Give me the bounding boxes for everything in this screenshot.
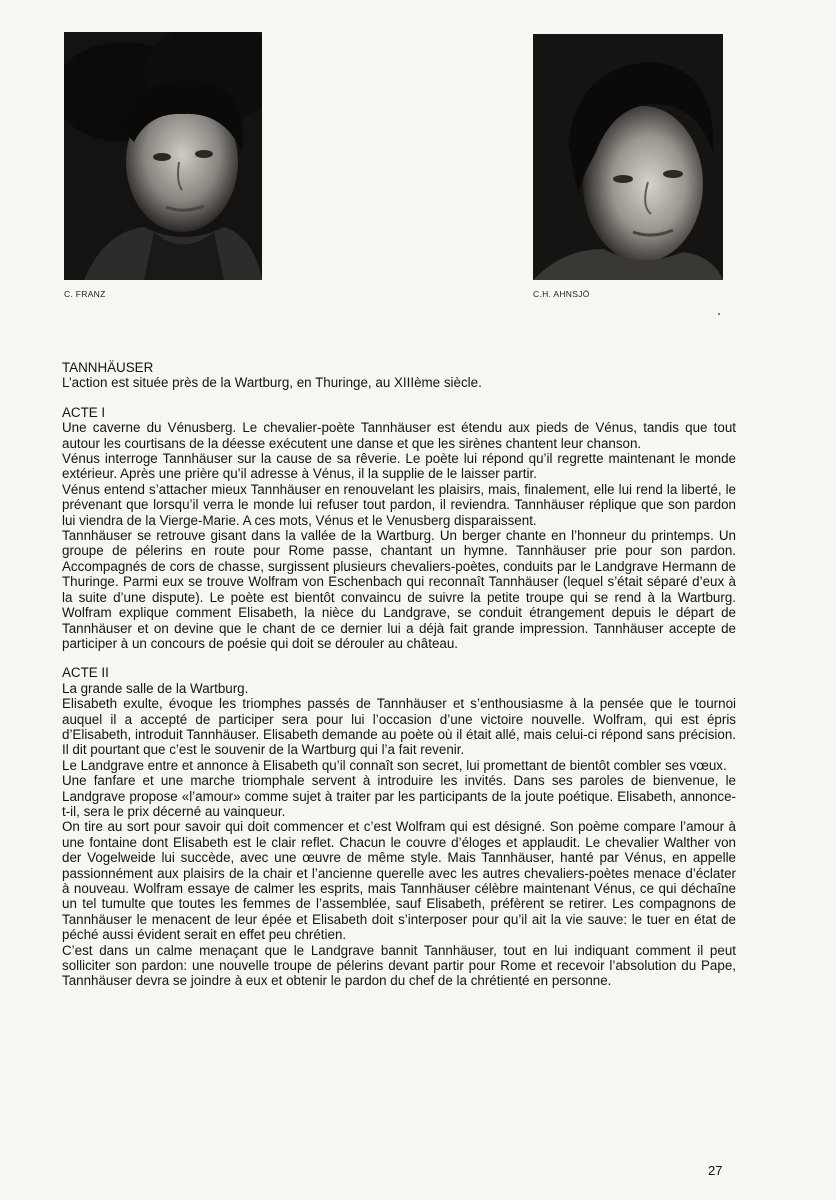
photo-caption-right: C.H. AHNSJÖ (533, 289, 590, 299)
act-2-paragraph: Elisabeth exulte, évoque les triomphes passés de Tannhäuser et s’enthousiasme à la pensée que le tournoi auquel il a accepté de participer sera pour lui l’occasion d’une victoire nouvelle. Wolfram, qui est épris d’Elisabeth, introduit Tannhäuser. Elisabeth demande au poète où il était allé, mais celui-ci répond sans précision. Il dit pourtant que c’est le souvenir de la Wartburg qui l’a fait revenir. (62, 696, 736, 758)
act-1-heading: ACTE I (62, 404, 106, 420)
photo-caption-left: C. FRANZ (64, 289, 106, 299)
portrait-photo-franz (64, 32, 262, 280)
act-1-paragraph: Vénus interroge Tannhäuser sur la cause de sa rêverie. Le poète lui répond qu’il regrette maintenant le monde extérieur. Après une prière qu’il adresse à Vénus, il la supplie de le laisser partir. (62, 451, 736, 482)
setting-line: L’action est située près de la Wartburg, en Thuringe, au XIIIème siècle. (62, 375, 482, 391)
opera-title: TANNHÄUSER (62, 360, 154, 375)
act-1-paragraph: Une caverne du Vénusberg. Le chevalier-poète Tannhäuser est étendu aux pieds de Vénus, tandis que tout autour les courtisans de la déesse exécutent une danse et que les sirènes chantent leur chanson. (62, 420, 736, 451)
act-2-paragraph: On tire au sort pour savoir qui doit commencer et c’est Wolfram qui est désigné. Son poème compare l’amour à une fontaine dont Elisabeth est le clair reflet. Chacun le couvre d’éloges et applaudit. Le chevalier Walther von der Vogelweide lui succède, avec une œuvre de même style. Mais Tannhäuser, hanté par Vénus, en appelle passionnément aux plaisirs de la chair et l’ancienne querelle avec les autres chevaliers-poètes menace d’éclater à nouveau. Wolfram essaye de calmer les esprits, mais Tannhäuser célèbre maintenant Vénus, ce qui déchaîne un tel tumulte que toutes les femmes de l’assemblée, sauf Elisabeth, préfèrent se retirer. Les compagnons de Tannhäuser le menacent de leur épée et Elisabeth doit s’interposer pour qu’il ait la vie sauve: le tuer en état de péché aussi évident serait en effet peu chrétien. (62, 819, 736, 943)
synopsis-text (62, 360, 736, 989)
act-1-paragraph: Vénus entend s’attacher mieux Tannhäuser en renouvelant les plaisirs, mais, finalement, elle lui rend la liberté, le prévenant que lorsqu’il verra le monde lui refuser tout pardon, il reviendra. Tannhäuser réplique que son pardon lui viendra de la Vierge-Marie. A ces mots, Vénus et le Venusberg disparaissent. (62, 481, 736, 528)
act-2-paragraph: Une fanfare et une marche triomphale servent à introduire les invités. Dans ses paroles de bienvenue, le Landgrave propose «l’amour» comme sujet à traiter par les participants de la joute poétique. Elisabeth, annonce-t-il, sera le prix décerné au vainqueur. (62, 773, 736, 819)
act-1-paragraph: Tannhäuser se retrouve gisant dans la vallée de la Wartburg. Un berger chante en l’honneur du printemps. Un groupe de pélerins en route pour Rome passe, chantant un hymne. Tannhäuser prie pour son pardon. Accompagnés de cors de chasse, surgissent plusieurs chevaliers-poètes, conduits par le Landgrave Hermann de Thuringe. Parmi eux se trouve Wolfram von Eschenbach qui reconnaît Tannhäuser (lequel s’était séparé d’eux à la suite d’une dispute). Le poète est bientôt convaincu de suivre la petite troupe qui se rend à la Wartburg. Wolfram explique comment Elisabeth, la nièce du Landgrave, se conduit étrangement depuis le départ de Tannhäuser et on devine que le chant de ce dernier lui a déjà fait grande impression. Tannhäuser accepte de participer à un concours de poésie qui doit se dérouler au château. (62, 528, 736, 651)
act-2-paragraph: Le Landgrave entre et annonce à Elisabeth qu’il connaît son secret, lui promettant de bientôt combler ses vœux. (62, 757, 727, 773)
act-2-heading: ACTE II (62, 665, 109, 681)
portrait-photo-ahnsjo (533, 34, 723, 280)
act-2-paragraph: C’est dans un calme menaçant que le Landgrave bannit Tannhäuser, tout en lui indiquant comment il peut solliciter son pardon: une nouvelle troupe de pélerins devant partir pour Rome et recevoir l’absolution du Pape, Tannhäuser devra se joindre à eux et obtenir le pardon du chef de la chrétienté en personne. (62, 942, 736, 989)
act-2-paragraph: La grande salle de la Wartburg. (62, 680, 249, 696)
page-number: 27 (708, 1163, 723, 1178)
print-speck (718, 313, 720, 315)
